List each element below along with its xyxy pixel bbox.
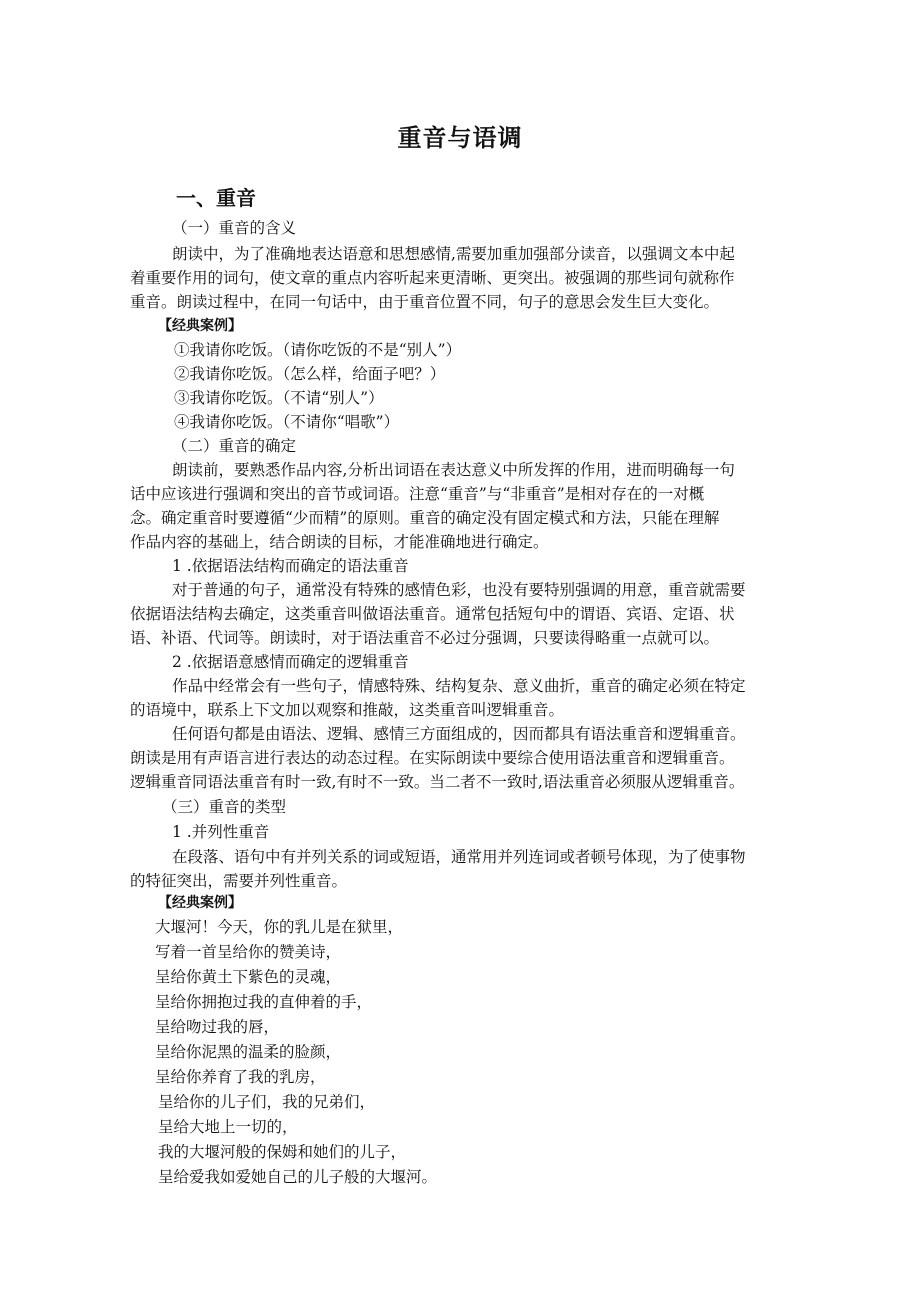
poem-line: 呈给你拥抱过我的直伸着的手， bbox=[155, 993, 373, 1011]
paragraph-line: 对于普通的句子，通常没有特殊的感情色彩，也没有要特别强调的用意，重音就需要 bbox=[172, 581, 746, 599]
example-item: ②我请你吃饭。（怎么样，给面子吧？） bbox=[174, 365, 446, 383]
paragraph-line: 语、补语、代词等。朗读时，对于语法重音不必过分强调，只要读得略重一点就可以。 bbox=[130, 629, 720, 647]
paragraph-line: 作品中经常会有一些句子，情感特殊、结构复杂、意义曲折，重音的确定必须在特定 bbox=[172, 677, 746, 695]
paragraph-line: 任何语句都是由语法、逻辑、感情三方面组成的，因而都具有语法重音和逻辑重音。 bbox=[172, 725, 746, 743]
paragraph-line: 着重要作用的词句，使文章的重点内容听起来更清晰、更突出。被强调的那些词句就称作 bbox=[130, 269, 735, 287]
poem-line: 呈给爱我如爱她自己的儿子般的大堰河。 bbox=[158, 1168, 438, 1186]
case-label: 【经典案例】 bbox=[158, 895, 242, 911]
poem-line: 大堰河！今天，你的乳儿是在狱里， bbox=[155, 918, 404, 936]
subsection-heading-types: （三）重音的类型 bbox=[162, 798, 287, 816]
paragraph-line: 朗读前，要熟悉作品内容,分析出词语在表达意义中所发挥的作用，进而明确每一句 bbox=[172, 461, 735, 479]
case-label: 【经典案例】 bbox=[158, 318, 242, 334]
numbered-heading-parallel-stress: 1 .并列性重音 bbox=[172, 823, 270, 841]
numbered-heading-logic-stress: 2 .依据语意感情而确定的逻辑重音 bbox=[172, 653, 409, 671]
paragraph-line: 逻辑重音同语法重音有时一致,有时不一致。当二者不一致时,语法重音必须服从逻辑重音。 bbox=[130, 773, 745, 791]
poem-line: 呈给你养育了我的乳房， bbox=[155, 1068, 326, 1086]
poem-line: 呈给大地上一切的， bbox=[158, 1118, 298, 1136]
page-title: 重音与语调 bbox=[397, 124, 523, 152]
paragraph-line: 的语境中，联系上下文加以观察和推敲，这类重音叫逻辑重音。 bbox=[130, 701, 565, 719]
paragraph-line: 在段落、语句中有并列关系的词或短语，通常用并列连词或者顿号体现，为了使事物 bbox=[172, 848, 746, 866]
poem-line: 呈给你黄土下紫色的灵魂， bbox=[155, 968, 342, 986]
paragraph-line: 念。确定重音时要遵循“少而精”的原则。重音的确定没有固定模式和方法，只能在理解 bbox=[130, 509, 720, 527]
poem-line: 呈给吻过我的唇， bbox=[155, 1018, 280, 1036]
example-item: ④我请你吃饭。（不请你“唱歌”） bbox=[174, 413, 400, 431]
example-item: ③我请你吃饭。（不请“别人”） bbox=[174, 389, 384, 407]
paragraph-line: 重音。朗读过程中，在同一句话中，由于重音位置不同，句子的意思会发生巨大变化。 bbox=[130, 293, 720, 311]
paragraph-line: 话中应该进行强调和突出的音节或词语。注意“重音”与“非重音”是相对存在的一对概 bbox=[130, 485, 705, 503]
paragraph-line: 朗读中，为了准确地表达语意和思想感情,需要加重加强部分读音，以强调文本中起 bbox=[172, 245, 735, 263]
poem-line: 我的大堰河般的保姆和她们的儿子， bbox=[158, 1143, 407, 1161]
poem-line: 写着一首呈给你的赞美诗， bbox=[155, 943, 342, 961]
paragraph-line: 作品内容的基础上，结合朗读的目标，才能准确地进行确定。 bbox=[130, 533, 549, 551]
poem-line: 呈给你泥黑的温柔的脸颜， bbox=[155, 1043, 342, 1061]
section-heading-stress: 一、重音 bbox=[176, 186, 256, 210]
subsection-heading-determination: （二）重音的确定 bbox=[172, 437, 297, 455]
example-item: ①我请你吃饭。（请你吃饭的不是“别人”） bbox=[174, 341, 462, 359]
paragraph-line: 依据语法结构去确定，这类重音叫做语法重音。通常包括短句中的谓语、宾语、定语、状 bbox=[130, 605, 735, 623]
paragraph-line: 朗读是用有声语言进行表达的动态过程。在实际朗读中要综合使用语法重音和逻辑重音。 bbox=[130, 749, 735, 767]
paragraph-line: 的特征突出，需要并列性重音。 bbox=[130, 872, 348, 890]
poem-line: 呈给你的儿子们，我的兄弟们， bbox=[158, 1093, 376, 1111]
numbered-heading-grammar-stress: 1 .依据语法结构而确定的语法重音 bbox=[172, 557, 409, 575]
subsection-heading-meaning: （一）重音的含义 bbox=[172, 219, 297, 237]
